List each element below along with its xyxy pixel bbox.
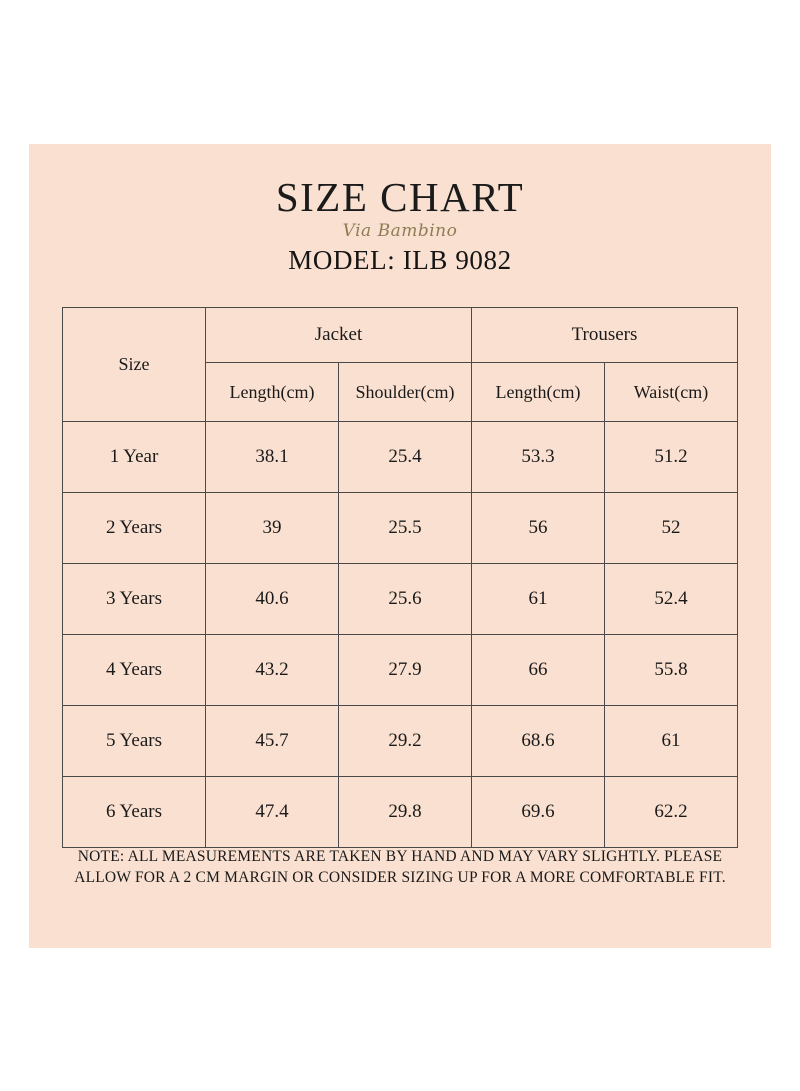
column-header-jacket-shoulder: Shoulder(cm) [339, 363, 472, 422]
table-row [63, 493, 738, 564]
cell-size: 6 Years [63, 777, 206, 848]
cell-jacket-length: 40.6 [206, 564, 339, 635]
cell-trouser-length: 56 [472, 493, 605, 564]
cell-jacket-shoulder: 29.8 [339, 777, 472, 848]
column-header-trouser-waist: Waist(cm) [605, 363, 738, 422]
cell-jacket-length: 43.2 [206, 635, 339, 706]
brand-name: Via Bambino [342, 221, 458, 242]
table-head [63, 308, 738, 422]
cell-trouser-length: 68.6 [472, 706, 605, 777]
cell-trouser-length: 61 [472, 564, 605, 635]
chart-header [29, 144, 771, 276]
cell-jacket-shoulder: 29.2 [339, 706, 472, 777]
cell-jacket-length: 45.7 [206, 706, 339, 777]
group-header-jacket: Jacket [206, 308, 472, 363]
cell-jacket-length: 38.1 [206, 422, 339, 493]
cell-size: 3 Years [63, 564, 206, 635]
table-row [63, 422, 738, 493]
table-row [63, 635, 738, 706]
table-body [63, 422, 738, 848]
cell-trouser-waist: 52 [605, 493, 738, 564]
size-chart-table [62, 307, 738, 848]
column-header-jacket-length: Length(cm) [206, 363, 339, 422]
size-chart-panel [29, 144, 771, 948]
cell-trouser-length: 66 [472, 635, 605, 706]
cell-jacket-length: 39 [206, 493, 339, 564]
column-header-size: Size [63, 308, 206, 422]
model-label: MODEL: ILB 9082 [288, 245, 512, 276]
cell-trouser-length: 69.6 [472, 777, 605, 848]
cell-jacket-shoulder: 25.4 [339, 422, 472, 493]
column-header-trouser-length: Length(cm) [472, 363, 605, 422]
group-header-trousers: Trousers [472, 308, 738, 363]
cell-trouser-waist: 55.8 [605, 635, 738, 706]
measurement-note: NOTE: ALL MEASUREMENTS ARE TAKEN BY HAND AND MAY VARY SLIGHTLY. PLEASE ALLOW FOR A 2 CM MARGIN OR CONSIDER SIZING UP FOR A MORE COMFORTABLE FIT. [74, 848, 726, 886]
cell-size: 4 Years [63, 635, 206, 706]
cell-jacket-shoulder: 25.6 [339, 564, 472, 635]
table-header-row-groups [63, 308, 738, 363]
table-row [63, 777, 738, 848]
cell-trouser-waist: 61 [605, 706, 738, 777]
cell-trouser-length: 53.3 [472, 422, 605, 493]
cell-trouser-waist: 62.2 [605, 777, 738, 848]
cell-size: 2 Years [63, 493, 206, 564]
cell-size: 5 Years [63, 706, 206, 777]
cell-jacket-length: 47.4 [206, 777, 339, 848]
cell-jacket-shoulder: 27.9 [339, 635, 472, 706]
cell-jacket-shoulder: 25.5 [339, 493, 472, 564]
cell-size: 1 Year [63, 422, 206, 493]
cell-trouser-waist: 52.4 [605, 564, 738, 635]
table-row [63, 706, 738, 777]
page-title: SIZE CHART [275, 174, 525, 220]
table-row [63, 564, 738, 635]
cell-trouser-waist: 51.2 [605, 422, 738, 493]
